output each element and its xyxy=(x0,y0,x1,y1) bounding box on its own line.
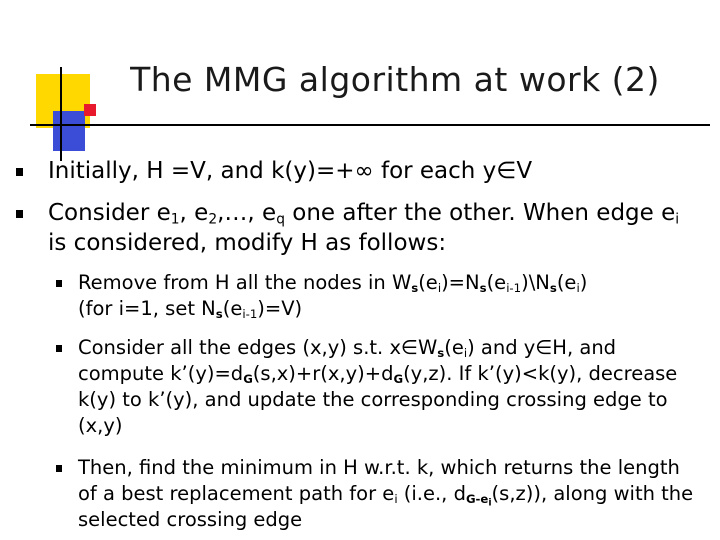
sub-bullet-text: Remove from H all the nodes in $W_s(e_i)=N_s(e_{i-1})\backslash N_s(e_i)$ (for i=1, set $N_s(e_{i-1})=V$) xyxy=(78,271,588,321)
decor-vertical-line xyxy=(60,67,62,161)
sub-bullet-text: Then, find the minimum in H w.r.t. k, which returns the length of a best replacement path for $e_i$ (i.e., $d_{G-e_i}(s,z)$), along with the selected crossing edge xyxy=(78,456,694,531)
bullet-square-icon xyxy=(16,210,23,218)
bullet-square-icon xyxy=(56,465,62,472)
bullet-text: Consider $e_1$, $e_2,\dots$, $e_q$ one after the other. When edge $e_i$ is considered, modify H as follows: xyxy=(48,200,680,256)
title-underline xyxy=(30,124,710,126)
sub-bullet-text: Consider all the edges (x,y) s.t. $x\in W_s(e_i)$ and y∈H, and compute $k’(y)=d_G(s,x)+r(x,y)+d_G(y,z)$. If k’(y)<k(y), decrease k(y) to k’(y), and update the corresponding crossing edge to (x,y) xyxy=(78,336,678,437)
slide-title: The MMG algorithm at work (2) xyxy=(130,60,660,99)
sub-bullet-item xyxy=(78,270,703,322)
bullet-square-icon xyxy=(16,168,23,176)
decor-blue-square xyxy=(53,111,85,151)
bullet-square-icon xyxy=(56,280,62,287)
bullet-text: Initially, H =V, and k(y)=+∞ for each y∈V xyxy=(48,158,533,184)
sub-bullet-item xyxy=(78,455,703,533)
bullet-item xyxy=(48,198,688,258)
bullet-square-icon xyxy=(56,345,62,352)
bullet-item xyxy=(48,156,688,186)
decor-red-square xyxy=(84,104,96,116)
sub-bullet-item xyxy=(78,335,703,439)
